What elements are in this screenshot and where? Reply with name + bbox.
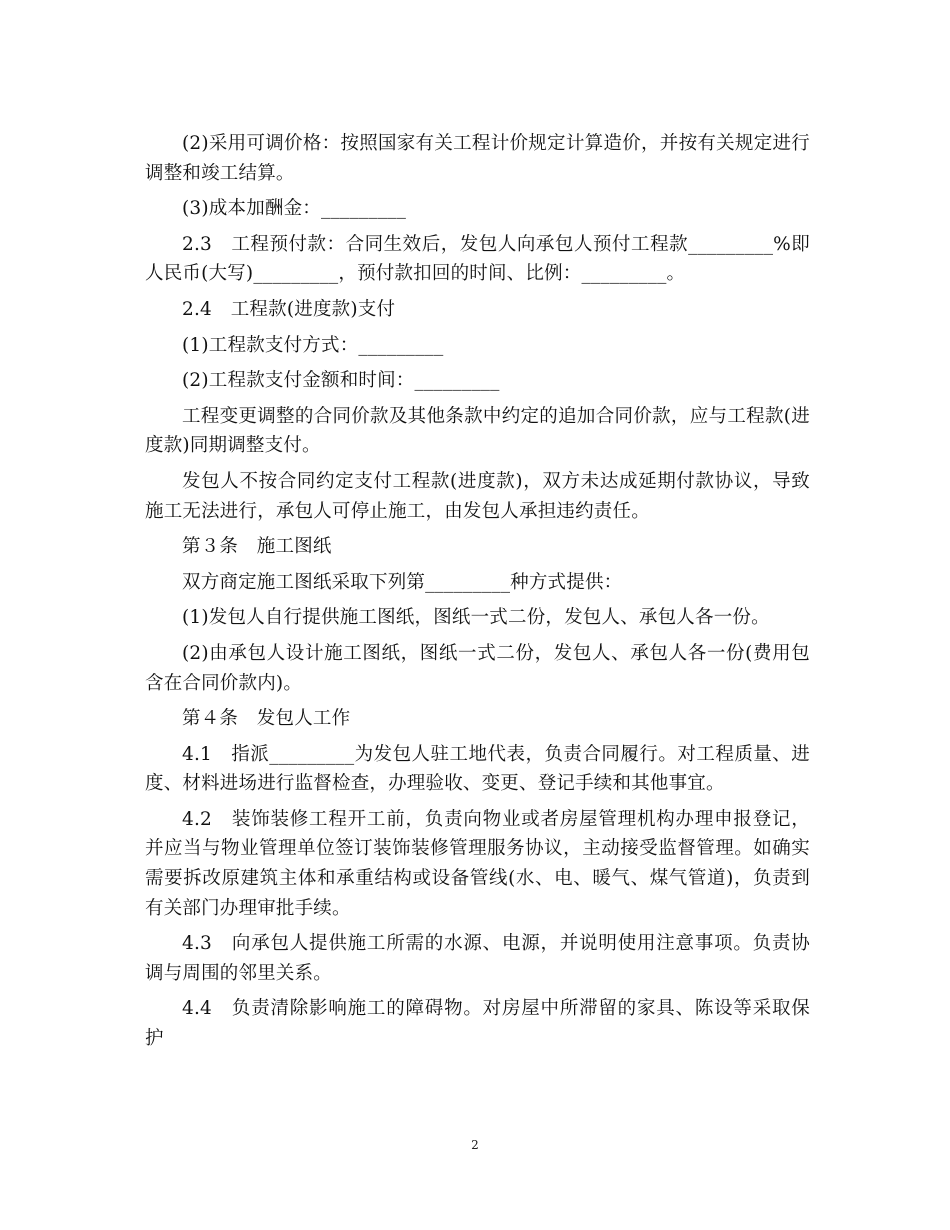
paragraph-4-4: 4.4 负责清除影响施工的障碍物。对房屋中所滞留的家具、陈设等采取保护 (145, 998, 810, 1050)
paragraph-drawings-method: 双方商定施工图纸采取下列第_________种方式提供： (182, 571, 623, 593)
paragraph-2-3-advance-payment: 2.3 工程预付款：合同生效后，发包人向承包人预付工程款_________%即人民币(大写)_________，预付款扣回的时间、比例：_________。 (145, 233, 810, 285)
document-body (145, 129, 810, 1060)
page-number: 2 (471, 1138, 479, 1152)
paragraph-4-3: 4.3 向承包人提供施工所需的水源、电源，并说明使用注意事项。负责协调与周围的邻里关系。 (145, 933, 810, 984)
paragraph-adjustable-price: (2)采用可调价格：按照国家有关工程计价规定计算造价，并按有关规定进行调整和竣工结算。 (145, 133, 810, 184)
paragraph-payment-method: (1)工程款支付方式：_________ (182, 334, 444, 356)
paragraph-payment-amount-time: (2)工程款支付金额和时间：_________ (182, 370, 500, 392)
paragraph-2-4-progress-payment: 2.4 工程款(进度款)支付 (182, 298, 396, 320)
paragraph-drawings-option-2: (2)由承包人设计施工图纸，图纸一式二份，发包人、承包人各一份(费用包含在合同价款内)。 (145, 642, 810, 694)
paragraph-breach-payment: 发包人不按合同约定支付工程款(进度款)，双方未达成延期付款协议，导致施工无法进行，承包人可停止施工，由发包人承担违约责任。 (145, 470, 810, 522)
paragraph-4-1: 4.1 指派_________为发包人驻工地代表，负责合同履行。对工程质量、进度、材料进场进行监督检查，办理验收、变更、登记手续和其他事宜。 (145, 743, 810, 795)
paragraph-cost-plus: (3)成本加酬金：_________ (182, 198, 407, 220)
heading-article-3: 第３条 施工图纸 (182, 536, 332, 558)
paragraph-drawings-option-1: (1)发包人自行提供施工图纸，图纸一式二份，发包人、承包人各一份。 (182, 607, 770, 629)
paragraph-change-adjustment: 工程变更调整的合同价款及其他条款中约定的追加合同价款，应与工程款(进度款)同期调整支付。 (145, 405, 810, 457)
heading-article-4: 第４条 发包人工作 (182, 708, 351, 730)
paragraph-4-2: 4.2 装饰装修工程开工前，负责向物业或者房屋管理机构办理申报登记，并应当与物业管理单位签订装饰装修管理服务协议，主动接受监督管理。如确实需要拆改原建筑主体和承重结构或设备管线(水、电、暖气、煤气管道)，负责到有关部门办理审批手续。 (145, 808, 810, 919)
